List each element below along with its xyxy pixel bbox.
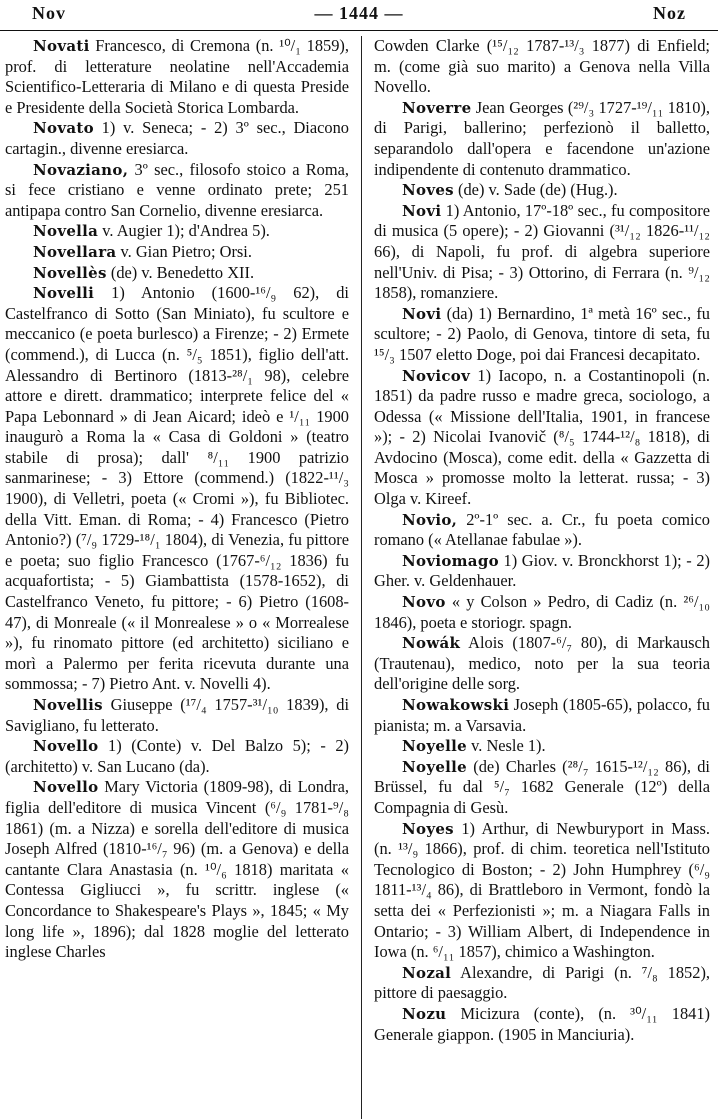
entry-headword: Novi bbox=[402, 201, 442, 220]
dictionary-entry bbox=[374, 592, 710, 633]
entry-text: Alois (1807-⁶/₇ 80), di Markausch (Trautenau), medico, noto per la sua teoria dell'origine delle sorg. bbox=[374, 633, 710, 694]
entry-headword: Nozal bbox=[402, 963, 452, 982]
entry-text: 1) v. Seneca; - 2) 3º sec., Diacono cartagin., divenne eresiarca. bbox=[5, 118, 349, 158]
entry-headword: Noviomago bbox=[402, 551, 499, 570]
entry-text: 1) Antonio (1600-¹⁶/₉ 62), di Castelfranco di Sotto (San Miniato), fu scultore e meccanico (e poeta burlesco) a Firenze; - 2) Ermete (commend.), di Lucca (n. ⁵/₅ 1851), figlio dell'att. Alessandro di Bertinoro (1813-²⁸/₁ 98), celebre attore e dirett. drammatico; interprete felice del « Papa Lebonnard » di Jean Aicard; ideò e ¹/₁₁ 1900 inaugurò a Roma la « Casa di Goldoni » (teatro stabile di prosa); dall' ⁸/₁₁ 1900 patrizio sanmarinese; - 3) Ettore (commend.) (1822-¹¹/₃ 1900), di Velletri, poeta (« Cromi »), fu Bibliotec. della Vitt. Eman. di Roma; - 4) Francesco (Pietro Antonio?) (⁷/₉ 1729-¹⁸/₁ 1804), di Venezia, fu pittore e poeta; suo figlio Francesco (1767-⁶/₁₂ 1836) fu acquafortista; - 5) Giambattista (1578-1652), di Castelfranco Veneto, fu pittore; - 6) Pietro (1608-47), di Monreale (« il Monrealese » o « Morrealese »), fu rinomato pittore (ed architetto) siciliano e morì a Palermo per ferita ricevuta durante una sommossa; - 7) Pietro Ant. v. Novelli 4). bbox=[5, 283, 349, 694]
entry-headword: Noves bbox=[402, 181, 454, 200]
entry-text: 2º-1º sec. a. Cr., fu poeta comico romano (« Atellanae fabulae »). bbox=[374, 509, 710, 550]
dictionary-entry bbox=[374, 304, 710, 366]
dictionary-entry bbox=[374, 36, 710, 98]
entry-headword: Novio, bbox=[402, 510, 458, 529]
entry-text: (da) 1) Bernardino, 1ª metà 16º sec., fu scultore; - 2) Paolo, di Genova, tintore di seta, fu ¹⁵/₃ 1507 eletto Doge, poi dai Francesi decapitato. bbox=[374, 303, 710, 364]
dictionary-entry bbox=[5, 242, 349, 263]
dictionary-entry bbox=[374, 366, 710, 510]
page-header bbox=[0, 0, 718, 31]
entry-text: 1) Arthur, di Newburyport in Mass. (n. ¹³/₉ 1866), prof. di chim. teoretica nell'Istituto Tecnologico di Boston; - 2) John Humphrey (⁶/₉ 1811-¹³/₄ 86), di Brattleboro in Vermont, fondò la setta dei « Perfezionisti »; m. a Niagara Falls in Ontario; - 3) William Albert, di Independence in Iowa (n. ⁶/₁₁ 1857), chimico a Washington. bbox=[374, 818, 710, 962]
entry-text: Joseph (1805-65), polacco, fu pianista; m. a Varsavia. bbox=[374, 695, 710, 735]
header-right-guideword: Noz bbox=[653, 3, 686, 23]
entry-headword: Noyelle bbox=[402, 737, 468, 756]
entry-headword: Novellis bbox=[33, 696, 103, 714]
entry-text: Giuseppe (¹⁷/₄ 1757-³¹/₁₀ 1839), di Savigliano, fu letterato. bbox=[5, 695, 349, 735]
entry-text: Micizura (conte), (n. ³⁰/₁₁ 1841) Generale giappon. (1905 in Manciuria). bbox=[374, 1003, 710, 1044]
dictionary-entry bbox=[374, 201, 710, 304]
entry-text: Alexandre, di Parigi (n. ⁷/₈ 1852), pittore di paesaggio. bbox=[374, 962, 710, 1003]
dictionary-entry bbox=[5, 36, 349, 118]
dictionary-entry bbox=[374, 633, 710, 695]
header-left-guideword: Nov bbox=[32, 3, 66, 23]
entry-text: v. Augier 1); d'Andrea 5). bbox=[98, 221, 270, 241]
entry-text: 1) Iacopo, n. a Costantinopoli (n. 1851) da padre russo e madre greca, sociologo, a Odessa (« Missione dell'Italia, 1901, in francese »); - 2) Nicolai Ivanovič (⁸/₅ 1744-¹²/₈ 1818), di Avdocino (Mosca), come edit. della « Gazzetta di Mosca » promosse molto la letterat. russa; - 3) Olga v. Kireef. bbox=[374, 365, 710, 509]
entry-headword: Novicov bbox=[402, 366, 471, 385]
entry-text: 1) Giov. v. Bronckhorst 1); - 2) Gher. v. Geldenhauer. bbox=[374, 550, 710, 591]
entry-text: Cowden Clarke (¹⁵/₁₂ 1787-¹³/₃ 1877) di Enfield; m. (come già suo marito) a Genova nella Villa Novello. bbox=[374, 36, 710, 97]
entry-headword: Novato bbox=[33, 119, 94, 138]
entry-headword: Novati bbox=[33, 37, 90, 55]
entry-headword: Nowák bbox=[402, 634, 461, 653]
dictionary-entry bbox=[374, 736, 710, 757]
dictionary-entry bbox=[374, 1004, 710, 1045]
dictionary-entry bbox=[5, 221, 349, 242]
dictionary-entry bbox=[374, 510, 710, 551]
dictionary-entry bbox=[374, 757, 710, 819]
entry-text: v. Gian Pietro; Orsi. bbox=[116, 241, 252, 261]
entry-headword: Noverre bbox=[402, 98, 472, 117]
dictionary-entry bbox=[5, 263, 349, 284]
dictionary-entry bbox=[374, 98, 710, 180]
dictionary-entry bbox=[374, 963, 710, 1004]
entry-text: Francesco, di Cremona (n. ¹⁰/₁ 1859), prof. di letterature neolatine nell'Accademia Scientifico-Letteraria di Milano e di questa Preside e Presidente della Società Storica Lombarda. bbox=[5, 36, 349, 117]
entry-headword: Nowakowski bbox=[402, 696, 510, 714]
entry-text: 1) (Conte) v. Del Balzo 5); - 2) (architetto) v. San Lucano (da). bbox=[5, 736, 349, 776]
dictionary-entry bbox=[374, 551, 710, 592]
left-column bbox=[5, 36, 349, 1119]
dictionary-entry bbox=[374, 695, 710, 736]
entry-headword: Novo bbox=[402, 593, 446, 612]
entry-text: Jean Georges (²⁹/₃ 1727-¹⁹/₁₁ 1810), di Parigi, ballerino; perfezionò il balletto, separandolo dall'opera e facendone un'azione indipendente di contenuto drammatico. bbox=[374, 97, 710, 179]
entry-headword: Novellès bbox=[33, 263, 107, 282]
entry-text: (de) v. Sade (de) (Hug.). bbox=[453, 180, 618, 200]
column-divider bbox=[361, 36, 362, 1119]
dictionary-entry bbox=[5, 118, 349, 159]
dictionary-entry bbox=[5, 777, 349, 962]
entry-text: (de) Charles (²⁸/₇ 1615-¹²/₁₂ 86), di Brüssel, fu dal ⁵/₇ 1682 Generale (12º) della Compagnia di Gesù. bbox=[374, 756, 710, 817]
entry-headword: Novello bbox=[33, 778, 99, 797]
entry-text: (de) v. Benedetto XII. bbox=[106, 262, 255, 282]
dictionary-entry bbox=[374, 819, 710, 963]
dictionary-entry bbox=[5, 695, 349, 736]
entry-headword: Novellara bbox=[33, 242, 117, 261]
dictionary-entry bbox=[5, 736, 349, 777]
entry-text: « y Colson » Pedro, di Cadiz (n. ²⁶/₁₀ 1846), poeta e storiogr. spagn. bbox=[374, 592, 710, 632]
entry-text: 3º sec., filosofo stoico a Roma, si fece cristiano e venne ordinato prete; 251 antipapa contro San Cornelio, divenne eresiarca. bbox=[5, 159, 349, 220]
right-column bbox=[374, 36, 710, 1119]
entry-headword: Novello bbox=[33, 737, 99, 756]
entry-headword: Noyelle bbox=[402, 757, 468, 776]
dictionary-entry bbox=[5, 283, 349, 695]
entry-headword: Nozu bbox=[402, 1004, 447, 1023]
entry-headword: Novella bbox=[33, 222, 99, 241]
entry-text: 1) Antonio, 17º-18º sec., fu compositore di musica (5 opere); - 2) Giovanni (³¹/₁₂ 1826-¹¹/₁₂ 66), di Napoli, fu prof. di algebra superiore nell'Univ. di Pisa; - 3) Ottorino, di Ferrara (n. ⁹/₁₂ 1858), romanziere. bbox=[374, 200, 710, 303]
entry-text: v. Nesle 1). bbox=[467, 736, 546, 756]
dictionary-entry bbox=[374, 180, 710, 201]
entry-text: Mary Victoria (1809-98), di Londra, figlia dell'editore di musica Vincent (⁶/₉ 1781-⁹/₈ 1861) (m. a Nizza) e sorella dell'editore di musica Joseph Alfred (1810-¹⁶/₇ 96) (m. a Genova) e della cantante Clara Anastasia (n. ¹⁰/₆ 1818) maritata « Contessa Gigliucci », fu scrittr. inglese (« Concordance to Shakespeare's Plays », 1845; « My long life », 1896); dal 1828 moglie del letterato inglese Charles bbox=[5, 777, 349, 962]
page-number: — 1444 — bbox=[314, 3, 404, 23]
entry-headword: Novi bbox=[402, 304, 442, 323]
entry-headword: Novaziano, bbox=[33, 160, 129, 179]
dictionary-entry bbox=[5, 160, 349, 222]
entry-headword: Novelli bbox=[33, 284, 95, 303]
entry-headword: Noyes bbox=[402, 819, 454, 838]
